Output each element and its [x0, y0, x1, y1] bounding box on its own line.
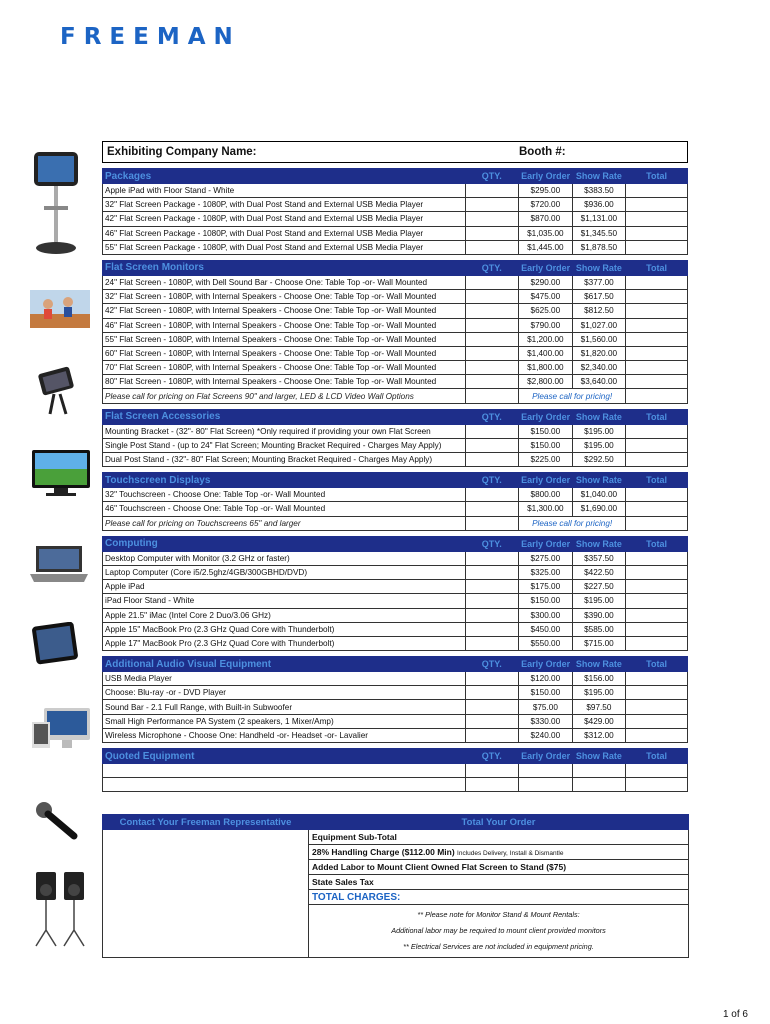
total-column-header: Total	[626, 657, 688, 672]
show-rate-price: $422.50	[572, 565, 626, 579]
early-order-price: $75.00	[519, 700, 573, 714]
qty-input[interactable]	[465, 226, 519, 240]
item-row	[103, 488, 688, 502]
pricing-notes: ** Please note for Monitor Stand & Mount Rentals: Additional labor may be required to mount client provided monitors ** Electrical Services are not included in equipment pricing.	[309, 905, 689, 958]
imac-and-laptop-icon	[30, 706, 96, 752]
show-rate-column-header: Show Rate	[572, 169, 626, 184]
total-column-header: Total	[626, 169, 688, 184]
item-total-cell[interactable]	[626, 375, 688, 389]
section-title: Computing	[103, 536, 466, 551]
item-row	[103, 304, 688, 318]
qty-input[interactable]	[465, 622, 519, 636]
item-row	[103, 565, 688, 579]
early-order-price: $150.00	[519, 686, 573, 700]
item-total-cell[interactable]	[626, 212, 688, 226]
desktop-monitor-icon	[30, 448, 92, 498]
show-rate-price: $1,345.50	[572, 226, 626, 240]
item-row	[103, 275, 688, 289]
item-total-cell[interactable]	[626, 318, 688, 332]
qty-column-header: QTY.	[465, 749, 519, 764]
quoted-item-input[interactable]	[103, 778, 466, 792]
item-total-cell[interactable]	[626, 622, 688, 636]
item-row	[103, 594, 688, 608]
item-total-cell[interactable]	[626, 608, 688, 622]
qty-input[interactable]	[465, 551, 519, 565]
qty-input[interactable]	[465, 728, 519, 742]
early-order-column-header: Early Order	[519, 473, 573, 488]
early-order-price: $275.00	[519, 551, 573, 565]
early-order-price: $870.00	[519, 212, 573, 226]
pa-speakers-icon	[30, 870, 90, 948]
item-description: iPad Floor Stand - White	[103, 594, 466, 608]
note-qty-cell	[465, 389, 519, 403]
note-qty-cell	[465, 516, 519, 530]
show-rate-price: $1,820.00	[572, 346, 626, 360]
item-total-cell[interactable]	[626, 304, 688, 318]
item-row	[103, 580, 688, 594]
exhibitor-info-box	[102, 141, 688, 163]
item-total-cell[interactable]	[626, 332, 688, 346]
qty-column-header: QTY.	[465, 169, 519, 184]
contact-box[interactable]	[103, 830, 309, 958]
contact-representative-header: Contact Your Freeman Representative	[103, 815, 309, 830]
show-rate-price: $195.00	[572, 438, 626, 452]
item-total-cell[interactable]	[626, 198, 688, 212]
item-row	[103, 226, 688, 240]
item-row	[103, 622, 688, 636]
item-row	[103, 332, 688, 346]
total-column-header: Total	[626, 536, 688, 551]
early-order-price: $1,300.00	[519, 502, 573, 516]
total-column-header: Total	[626, 260, 688, 275]
qty-input[interactable]	[465, 198, 519, 212]
show-rate-price: $312.00	[572, 728, 626, 742]
kiosk-stand-icon	[34, 366, 80, 416]
item-row	[103, 551, 688, 565]
qty-column-header: QTY.	[465, 536, 519, 551]
show-rate-price: $1,878.50	[572, 240, 626, 254]
item-description: 46" Touchscreen - Choose One: Table Top -or- Wall Mounted	[103, 502, 466, 516]
early-order-price: $150.00	[519, 438, 573, 452]
laptop-icon	[28, 544, 90, 584]
item-description: 80" Flat Screen - 1080P, with Internal Speakers - Choose One: Table Top -or- Wall Mounted	[103, 375, 466, 389]
booth-number-label: Booth #:	[519, 146, 566, 158]
early-order-price: $330.00	[519, 714, 573, 728]
early-order-price: $550.00	[519, 636, 573, 650]
quoted-value-cell[interactable]	[465, 764, 519, 778]
show-rate-price: $195.00	[572, 594, 626, 608]
freeman-logo: FREEMAN	[60, 24, 241, 50]
qty-input[interactable]	[465, 304, 519, 318]
qty-input[interactable]	[465, 346, 519, 360]
early-order-column-header: Early Order	[519, 169, 573, 184]
state-sales-tax: State Sales Tax	[309, 875, 689, 890]
item-description: 42" Flat Screen Package - 1080P, with Dual Post Stand and External USB Media Player	[103, 212, 466, 226]
item-description: Apple 15" MacBook Pro (2.3 GHz Quad Core with Thunderbolt)	[103, 622, 466, 636]
item-row	[103, 672, 688, 686]
section-title: Touchscreen Displays	[103, 473, 466, 488]
item-description: 32" Flat Screen - 1080P, with Internal Speakers - Choose One: Table Top -or- Wall Mounted	[103, 290, 466, 304]
quoted-item-input[interactable]	[103, 764, 466, 778]
item-row	[103, 728, 688, 742]
item-row	[103, 502, 688, 516]
show-rate-column-header: Show Rate	[572, 536, 626, 551]
added-labor: Added Labor to Mount Client Owned Flat Screen to Stand ($75)	[309, 860, 689, 875]
qty-input[interactable]	[465, 290, 519, 304]
item-row	[103, 686, 688, 700]
item-total-cell[interactable]	[626, 438, 688, 452]
early-order-price: $120.00	[519, 672, 573, 686]
early-order-column-header: Early Order	[519, 657, 573, 672]
section-title: Packages	[103, 169, 466, 184]
qty-input[interactable]	[465, 453, 519, 467]
section-header	[103, 169, 688, 184]
show-rate-price: $390.00	[572, 608, 626, 622]
order-summary	[102, 814, 689, 958]
early-order-price: $300.00	[519, 608, 573, 622]
qty-input[interactable]	[465, 700, 519, 714]
early-order-price: $1,200.00	[519, 332, 573, 346]
pricing-note: Please call for pricing on Flat Screens 90" and larger, LED & LCD Video Wall Options	[103, 389, 466, 403]
item-row	[103, 424, 688, 438]
item-description: 70" Flat Screen - 1080P, with Internal Speakers - Choose One: Table Top -or- Wall Mounted	[103, 361, 466, 375]
item-row	[103, 438, 688, 452]
show-rate-column-header: Show Rate	[572, 260, 626, 275]
item-total-cell[interactable]	[626, 565, 688, 579]
show-rate-price: $1,131.00	[572, 212, 626, 226]
item-total-cell[interactable]	[626, 275, 688, 289]
company-name-label: Exhibiting Company Name:	[107, 146, 257, 158]
early-order-price: $150.00	[519, 424, 573, 438]
ipad-icon	[30, 622, 80, 666]
show-rate-price: $227.50	[572, 580, 626, 594]
item-description: Dual Post Stand - (32"- 80" Flat Screen; Mounting Bracket Required - Charges May Apply)	[103, 453, 466, 467]
item-total-cell[interactable]	[626, 424, 688, 438]
item-row	[103, 453, 688, 467]
pricing-note-row	[103, 389, 688, 403]
show-rate-price: $2,340.00	[572, 361, 626, 375]
item-total-cell[interactable]	[626, 453, 688, 467]
quoted-value-cell[interactable]	[519, 778, 573, 792]
show-rate-price: $1,027.00	[572, 318, 626, 332]
item-description: 46" Flat Screen Package - 1080P, with Dual Post Stand and External USB Media Player	[103, 226, 466, 240]
item-total-cell[interactable]	[626, 184, 688, 198]
item-total-cell[interactable]	[626, 686, 688, 700]
early-order-price: $1,400.00	[519, 346, 573, 360]
microphone-icon	[34, 800, 80, 840]
show-rate-price: $936.00	[572, 198, 626, 212]
show-rate-column-header: Show Rate	[572, 749, 626, 764]
section-title: Additional Audio Visual Equipment	[103, 657, 466, 672]
qty-input[interactable]	[465, 608, 519, 622]
item-description: Choose: Blu-ray -or - DVD Player	[103, 686, 466, 700]
item-description: 42" Flat Screen - 1080P, with Internal Speakers - Choose One: Table Top -or- Wall Mounted	[103, 304, 466, 318]
section-header	[103, 536, 688, 551]
early-order-column-header: Early Order	[519, 749, 573, 764]
item-description: Single Post Stand - (up to 24" Flat Screen; Mounting Bracket Required - Charges May Apply)	[103, 438, 466, 452]
item-description: 24" Flat Screen - 1080P, with Dell Sound Bar - Choose One: Table Top -or- Wall Mounted	[103, 275, 466, 289]
early-order-price: $1,035.00	[519, 226, 573, 240]
quoted-equipment-row[interactable]	[103, 778, 688, 792]
item-description: Apple 21.5" iMac (Intel Core 2 Duo/3.06 GHz)	[103, 608, 466, 622]
early-order-price: $2,800.00	[519, 375, 573, 389]
qty-input[interactable]	[465, 424, 519, 438]
qty-input[interactable]	[465, 361, 519, 375]
show-rate-price: $156.00	[572, 672, 626, 686]
section-title: Flat Screen Accessories	[103, 409, 466, 424]
item-row	[103, 346, 688, 360]
early-order-price: $225.00	[519, 453, 573, 467]
qty-input[interactable]	[465, 594, 519, 608]
item-row	[103, 636, 688, 650]
item-description: Small High Performance PA System (2 speakers, 1 Mixer/Amp)	[103, 714, 466, 728]
early-order-price: $800.00	[519, 488, 573, 502]
total-column-header: Total	[626, 473, 688, 488]
early-order-column-header: Early Order	[519, 260, 573, 275]
item-description: Wireless Microphone - Choose One: Handheld -or- Headset -or- Lavalier	[103, 728, 466, 742]
qty-input[interactable]	[465, 672, 519, 686]
early-order-price: $625.00	[519, 304, 573, 318]
total-charges: TOTAL CHARGES:	[309, 890, 689, 905]
item-row	[103, 361, 688, 375]
show-rate-price: $195.00	[572, 686, 626, 700]
show-rate-price: $429.00	[572, 714, 626, 728]
pricing-note: Please call for pricing on Touchscreens 65" and larger	[103, 516, 466, 530]
item-description: Desktop Computer with Monitor (3.2 GHz or faster)	[103, 551, 466, 565]
early-order-price: $475.00	[519, 290, 573, 304]
item-total-cell[interactable]	[626, 700, 688, 714]
note-total-cell	[626, 516, 688, 530]
item-total-cell[interactable]	[626, 551, 688, 565]
early-order-price: $450.00	[519, 622, 573, 636]
item-row	[103, 290, 688, 304]
item-total-cell[interactable]	[626, 240, 688, 254]
show-rate-price: $1,040.00	[572, 488, 626, 502]
item-description: Sound Bar - 2.1 Full Range, with Built-in Subwoofer	[103, 700, 466, 714]
early-order-price: $790.00	[519, 318, 573, 332]
show-rate-price: $617.50	[572, 290, 626, 304]
item-row	[103, 608, 688, 622]
early-order-price: $720.00	[519, 198, 573, 212]
show-rate-price: $97.50	[572, 700, 626, 714]
call-for-pricing: Please call for pricing!	[519, 516, 626, 530]
qty-input[interactable]	[465, 686, 519, 700]
qty-input[interactable]	[465, 714, 519, 728]
item-description: 32" Flat Screen Package - 1080P, with Dual Post Stand and External USB Media Player	[103, 198, 466, 212]
qty-column-header: QTY.	[465, 260, 519, 275]
section-header	[103, 260, 688, 275]
show-rate-column-header: Show Rate	[572, 409, 626, 424]
early-order-price: $1,445.00	[519, 240, 573, 254]
qty-column-header: QTY.	[465, 473, 519, 488]
item-row	[103, 240, 688, 254]
item-total-cell[interactable]	[626, 346, 688, 360]
early-order-price: $175.00	[519, 580, 573, 594]
item-description: Laptop Computer (Core i5/2.5ghz/4GB/300GBHD/DVD)	[103, 565, 466, 579]
quoted-value-cell[interactable]	[572, 778, 626, 792]
flat-screen-monitor-icon	[30, 290, 90, 330]
early-order-column-header: Early Order	[519, 409, 573, 424]
equipment-subtotal: Equipment Sub-Total	[309, 830, 689, 845]
qty-input[interactable]	[465, 318, 519, 332]
section-header	[103, 473, 688, 488]
item-description: 32" Touchscreen - Choose One: Table Top -or- Wall Mounted	[103, 488, 466, 502]
equipment-order-grid	[102, 168, 688, 792]
qty-input[interactable]	[465, 580, 519, 594]
call-for-pricing: Please call for pricing!	[519, 389, 626, 403]
quoted-value-cell[interactable]	[572, 764, 626, 778]
item-total-cell[interactable]	[626, 594, 688, 608]
section-title: Quoted Equipment	[103, 749, 466, 764]
show-rate-price: $715.00	[572, 636, 626, 650]
qty-input[interactable]	[465, 636, 519, 650]
early-order-price: $1,800.00	[519, 361, 573, 375]
section-header	[103, 657, 688, 672]
quoted-value-cell[interactable]	[626, 764, 688, 778]
early-order-price: $295.00	[519, 184, 573, 198]
qty-input[interactable]	[465, 502, 519, 516]
item-total-cell[interactable]	[626, 672, 688, 686]
show-rate-price: $377.00	[572, 275, 626, 289]
qty-column-header: QTY.	[465, 409, 519, 424]
qty-input[interactable]	[465, 275, 519, 289]
qty-input[interactable]	[465, 212, 519, 226]
item-total-cell[interactable]	[626, 714, 688, 728]
qty-input[interactable]	[465, 438, 519, 452]
show-rate-price: $3,640.00	[572, 375, 626, 389]
early-order-column-header: Early Order	[519, 536, 573, 551]
early-order-price: $150.00	[519, 594, 573, 608]
qty-input[interactable]	[465, 240, 519, 254]
show-rate-price: $383.50	[572, 184, 626, 198]
note-total-cell	[626, 389, 688, 403]
item-row	[103, 318, 688, 332]
early-order-price: $240.00	[519, 728, 573, 742]
qty-column-header: QTY.	[465, 657, 519, 672]
item-description: 60" Flat Screen - 1080P, with Internal Speakers - Choose One: Table Top -or- Wall Mounted	[103, 346, 466, 360]
page-number: 1 of 6	[722, 1009, 748, 1020]
section-header	[103, 409, 688, 424]
item-total-cell[interactable]	[626, 502, 688, 516]
item-description: USB Media Player	[103, 672, 466, 686]
item-total-cell[interactable]	[626, 226, 688, 240]
item-description: 55" Flat Screen Package - 1080P, with Dual Post Stand and External USB Media Player	[103, 240, 466, 254]
quoted-value-cell[interactable]	[465, 778, 519, 792]
quoted-value-cell[interactable]	[519, 764, 573, 778]
show-rate-price: $357.50	[572, 551, 626, 565]
item-row	[103, 700, 688, 714]
section-header	[103, 749, 688, 764]
ipad-floor-stand-icon	[30, 148, 86, 258]
show-rate-price: $1,690.00	[572, 502, 626, 516]
pricing-note-row	[103, 516, 688, 530]
show-rate-price: $292.50	[572, 453, 626, 467]
item-total-cell[interactable]	[626, 636, 688, 650]
section-title: Flat Screen Monitors	[103, 260, 466, 275]
early-order-price: $325.00	[519, 565, 573, 579]
item-row	[103, 375, 688, 389]
item-description: Mounting Bracket - (32"- 80" Flat Screen) *Only required if providing your own Flat Screen	[103, 424, 466, 438]
show-rate-price: $585.00	[572, 622, 626, 636]
qty-input[interactable]	[465, 488, 519, 502]
item-total-cell[interactable]	[626, 290, 688, 304]
item-row	[103, 184, 688, 198]
item-total-cell[interactable]	[626, 361, 688, 375]
show-rate-column-header: Show Rate	[572, 657, 626, 672]
item-row	[103, 198, 688, 212]
item-description: 46" Flat Screen - 1080P, with Internal Speakers - Choose One: Table Top -or- Wall Mounted	[103, 318, 466, 332]
item-description: Apple iPad	[103, 580, 466, 594]
qty-input[interactable]	[465, 565, 519, 579]
show-rate-price: $1,560.00	[572, 332, 626, 346]
total-order-header: Total Your Order	[309, 815, 689, 830]
show-rate-column-header: Show Rate	[572, 473, 626, 488]
total-column-header: Total	[626, 409, 688, 424]
item-row	[103, 212, 688, 226]
qty-input[interactable]	[465, 332, 519, 346]
quoted-equipment-row[interactable]	[103, 764, 688, 778]
handling-charge: 28% Handling Charge ($112.00 Min) Includes Delivery, Install & Dismantle	[309, 845, 689, 860]
item-row	[103, 714, 688, 728]
show-rate-price: $195.00	[572, 424, 626, 438]
item-description: 55" Flat Screen - 1080P, with Internal Speakers - Choose One: Table Top -or- Wall Mounted	[103, 332, 466, 346]
qty-input[interactable]	[465, 184, 519, 198]
item-total-cell[interactable]	[626, 580, 688, 594]
item-total-cell[interactable]	[626, 488, 688, 502]
item-total-cell[interactable]	[626, 728, 688, 742]
show-rate-price: $812.50	[572, 304, 626, 318]
item-description: Apple iPad with Floor Stand - White	[103, 184, 466, 198]
qty-input[interactable]	[465, 375, 519, 389]
item-description: Apple 17" MacBook Pro (2.3 GHz Quad Core with Thunderbolt)	[103, 636, 466, 650]
total-column-header: Total	[626, 749, 688, 764]
early-order-price: $290.00	[519, 275, 573, 289]
quoted-value-cell[interactable]	[626, 778, 688, 792]
